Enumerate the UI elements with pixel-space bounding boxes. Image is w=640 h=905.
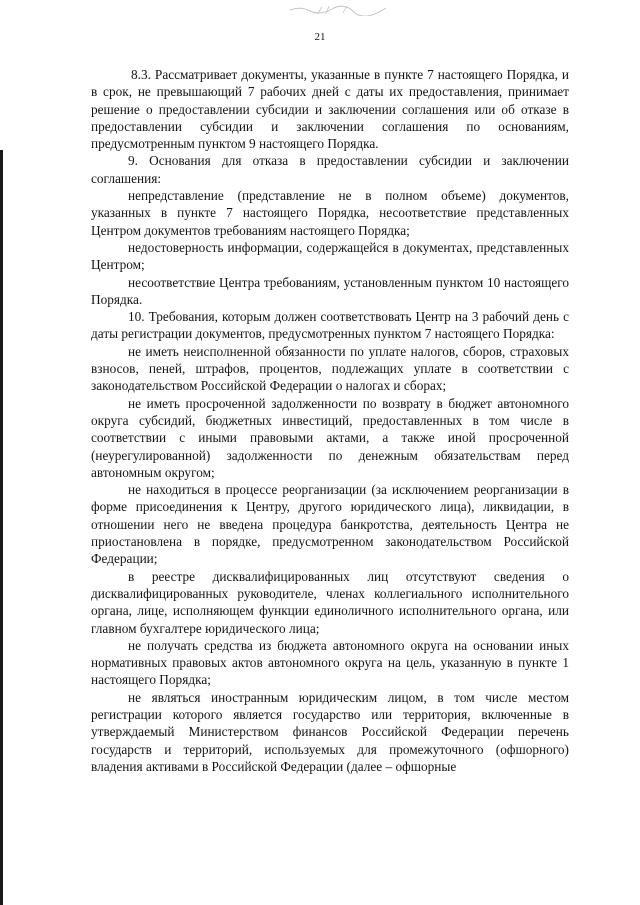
paragraph-9-item-2: недостоверность информации, содержащейся в документах, представленных Центром;	[91, 239, 569, 273]
paragraph-10-item-3: не находиться в процессе реорганизации (за исключением реорганизации в форме присоединения к Центру, другого юридического лица), ликвидации, в отношении него не введена процедура банкротства, деятельность Центра не приостановлена в порядке, предусмотренном законодательством Российской Федерации;	[91, 482, 569, 567]
scan-smudge-mark	[288, 4, 388, 16]
paragraph-10-item-4: в реестре дисквалифицированных лиц отсутствуют сведения о дисквалифицированных руководителе, членах коллегиального исполнительного органа, лице, исполняющем функции единоличного исполнительного органа, или главном бухгалтере юридического лица;	[91, 568, 569, 636]
paragraph-9: 9. Основания для отказа в предоставлении субсидии и заключении соглашения:	[91, 153, 569, 186]
paragraph-10-item-6: не являться иностранным юридическим лицом, в том числе местом регистрации которого является государство или территория, включенные в утверждаемый Министерством финансов Российской Федерации перечень государств и территорий, используемых для промежуточного (офшорного) владения активами в Российской Федерации (далее – офшорные	[91, 689, 569, 774]
paragraph-10-item-5: не получать средства из бюджета автономного округа на основании иных нормативных правовых актов автономного округа на цель, указанную в пункте 1 настоящего Порядка;	[91, 637, 569, 688]
paragraph-9-item-3: несоответствие Центра требованиям, установленным пунктом 10 настоящего Порядка.	[91, 274, 569, 307]
paragraph-9-item-1: непредставление (представление не в полном объеме) документов, указанных в пункте 7 настоящего Порядка, несоответствие представленных Центром документов требованиям настоящего Порядка;	[91, 188, 569, 238]
paragraph-10: 10. Требования, которым должен соответствовать Центр на 3 рабочий день с даты регистрации документов, предусмотренных пунктом 7 настоящего Порядка:	[91, 309, 569, 342]
body-text	[91, 66, 569, 775]
paragraph-10-item-1: не иметь неисполненной обязанности по уплате налогов, сборов, страховых взносов, пеней, штрафов, процентов, подлежащих уплате в соответствии с законодательством Российской Федерации о налогах и сборах;	[91, 343, 569, 394]
page-number: 21	[314, 31, 326, 43]
paragraph-8-3: 8.3. Рассматривает документы, указанные в пункте 7 настоящего Порядка, и в срок, не превышающий 7 рабочих дней с даты их предоставления, принимает решение о предоставлении субсидии и заключении соглашения или об отказе в предоставлении субсидии и заключении соглашения по основаниям, предусмотренным пунктом 9 настоящего Порядка.	[91, 67, 569, 152]
paragraph-10-item-2: не иметь просроченной задолженности по возврату в бюджет автономного округа субсидий, бюджетных инвестиций, предоставленных в том числе в соответствии с иными правовыми актами, а также иной просроченной (неурегулированной) задолженности по денежным обязательствам перед автономным округом;	[91, 395, 569, 480]
scan-edge-shadow	[0, 150, 3, 905]
